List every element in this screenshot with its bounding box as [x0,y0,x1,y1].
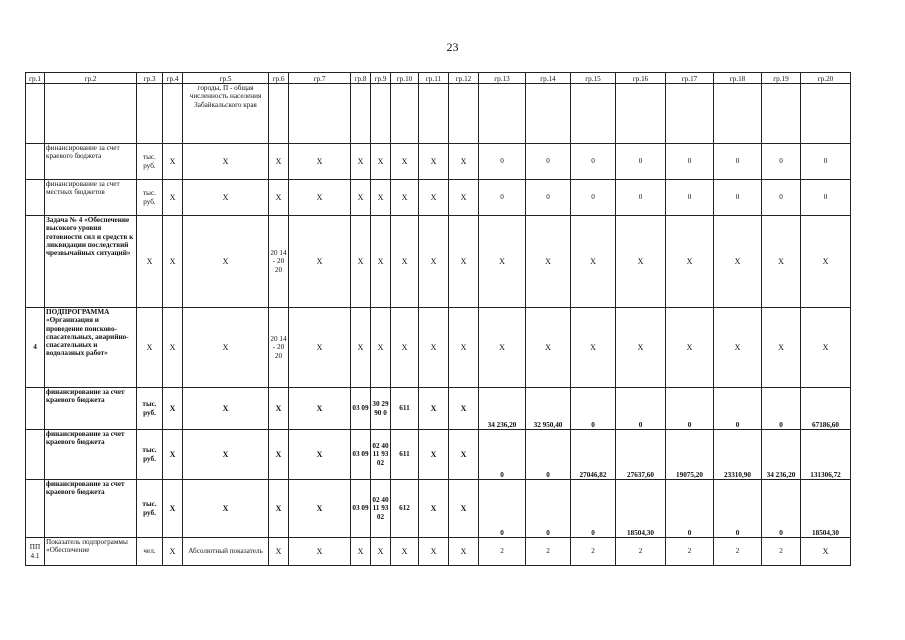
table-cell: 2 [666,538,714,566]
table-cell: X [163,430,183,480]
table-cell: ПП 4.1 [26,538,45,566]
table-cell: X [183,308,269,388]
table-cell: 02 40 11 93 02 [371,480,391,538]
table-cell [762,84,801,144]
table-cell: 611 [391,430,419,480]
table-cell: 18504,30 [801,480,851,538]
table-cell: X [449,308,479,388]
table-cell: X [269,388,289,430]
table-cell [419,84,449,144]
table-cell [371,84,391,144]
table-cell: X [419,144,449,180]
table-cell: 0 [714,480,762,538]
table-cell [801,84,851,144]
table-cell: X [571,216,616,308]
column-header: гр.15 [571,73,616,84]
table-cell: 03 09 [351,480,371,538]
column-header: гр.4 [163,73,183,84]
table-cell: финансирование за счет краевого бюджета [45,430,137,480]
table-cell: X [289,388,351,430]
table-cell [26,480,45,538]
table-cell: X [183,430,269,480]
table-row [26,430,851,480]
table-cell: 2 [571,538,616,566]
table-cell: X [371,216,391,308]
table-cell: X [449,216,479,308]
column-header: гр.13 [479,73,526,84]
table-cell: 2 [762,538,801,566]
table-cell: X [289,216,351,308]
table-cell: тыс. руб. [137,430,163,480]
table-cell: 0 [526,180,571,216]
table-cell: 0 [666,480,714,538]
table-cell: 2 [616,538,666,566]
table-cell: 23310,90 [714,430,762,480]
table-cell: Показатель подпрограммы «Обеспечение [45,538,137,566]
table-cell: 0 [762,480,801,538]
table-cell: 67186,60 [801,388,851,430]
table-row [26,538,851,566]
column-header: гр.18 [714,73,762,84]
table-cell: X [371,144,391,180]
table-cell: X [419,388,449,430]
table-cell: X [371,538,391,566]
table-cell: 20 14 - 20 20 [269,216,289,308]
table-cell: 0 [616,388,666,430]
table-cell: чел. [137,538,163,566]
table-cell: 2 [526,538,571,566]
table-cell: 0 [801,180,851,216]
table-cell: X [419,308,449,388]
table-cell [616,84,666,144]
table-cell: 2 [479,538,526,566]
column-header: гр.2 [45,73,137,84]
data-table [25,72,851,566]
table-cell: 0 [526,144,571,180]
column-header: гр.5 [183,73,269,84]
table-cell [26,430,45,480]
table-cell: 0 [714,180,762,216]
table-cell [479,84,526,144]
table-cell: 0 [616,144,666,180]
column-header: гр.16 [616,73,666,84]
table-cell: тыс. руб. [137,388,163,430]
column-header: гр.10 [391,73,419,84]
table-cell: 131306,72 [801,430,851,480]
table-cell: 0 [571,180,616,216]
table-cell: X [391,180,419,216]
table-cell [449,84,479,144]
column-header: гр.17 [666,73,714,84]
table-cell [26,216,45,308]
table-cell: X [714,308,762,388]
table-cell: X [419,480,449,538]
table-cell: тыс. руб. [137,144,163,180]
table-cell: 0 [526,480,571,538]
table-cell: X [351,216,371,308]
table-cell: X [137,216,163,308]
table-cell: тыс. руб. [137,180,163,216]
table-cell: 0 [714,144,762,180]
column-header: гр.7 [289,73,351,84]
table-cell: 32 950,40 [526,388,571,430]
table-cell: X [163,144,183,180]
table-cell: X [666,216,714,308]
table-cell: финансирование за счет краевого бюджета [45,388,137,430]
table-cell: тыс. руб. [137,480,163,538]
table-cell: ПОДПРОГРАММА «Организация и проведение поисково-спасательных, аварийно-спасательных и водолазных работ» [45,308,137,388]
table-cell: 0 [479,180,526,216]
table-cell [26,84,45,144]
table-cell: 0 [762,144,801,180]
table-cell: X [163,180,183,216]
table-cell: X [449,388,479,430]
table-cell: 0 [762,180,801,216]
table-cell: 4 [26,308,45,388]
table-cell: финансирование за счет краевого бюджета [45,144,137,180]
table-cell: 18504,30 [616,480,666,538]
table-cell: 0 [714,388,762,430]
table-cell: Абсолютный показатель [183,538,269,566]
table-cell: городы, П - общая численность населения Забайкальского края [183,84,269,144]
table-cell: 611 [391,388,419,430]
table-cell: 03 09 [351,430,371,480]
table-row [26,308,851,388]
table-cell [26,180,45,216]
table-row [26,216,851,308]
table-cell: X [163,538,183,566]
table-row [26,480,851,538]
table-cell: X [351,180,371,216]
table-cell: X [163,308,183,388]
table-cell: X [269,180,289,216]
column-header: гр.12 [449,73,479,84]
table-cell: X [571,308,616,388]
column-header: гр.14 [526,73,571,84]
table-cell: X [289,180,351,216]
table-cell: X [183,216,269,308]
table-cell: X [183,388,269,430]
table-cell: 0 [571,480,616,538]
table-cell: 20 14 - 20 20 [269,308,289,388]
table-cell: 27637,60 [616,430,666,480]
table-cell [391,84,419,144]
table-cell: 2 [714,538,762,566]
page-number: 23 [446,40,459,54]
table-cell: X [391,216,419,308]
table-cell: 0 [666,144,714,180]
table-cell: X [762,216,801,308]
table-cell: 27046,82 [571,430,616,480]
table-cell: X [762,308,801,388]
table-cell: X [419,538,449,566]
table-cell: X [163,216,183,308]
table-row [26,388,851,430]
table-cell [163,84,183,144]
column-header: гр.20 [801,73,851,84]
table-cell: X [526,216,571,308]
table-row [26,84,851,144]
table-cell: X [289,144,351,180]
table-cell: X [391,144,419,180]
table-cell [289,84,351,144]
table-cell: X [289,308,351,388]
table-cell: финансирование за счет местных бюджетов [45,180,137,216]
column-header: гр.8 [351,73,371,84]
table-cell [26,388,45,430]
table-cell: 0 [666,388,714,430]
table-cell: финансирование за счет краевого бюджета [45,480,137,538]
table-cell: X [801,216,851,308]
table-cell: X [137,308,163,388]
table-cell [714,84,762,144]
table-cell: 30 29 90 0 [371,388,391,430]
table-cell: X [351,144,371,180]
table-cell: X [449,180,479,216]
table-row [26,180,851,216]
table-cell: X [163,388,183,430]
table-cell: 19075,20 [666,430,714,480]
table-cell: X [371,308,391,388]
column-header: гр.3 [137,73,163,84]
table-cell: 0 [762,388,801,430]
table-cell: X [289,430,351,480]
table-cell [45,84,137,144]
table-cell: X [419,430,449,480]
table-cell: 0 [479,480,526,538]
table-cell: 0 [479,430,526,480]
header-row [26,73,851,84]
table-cell [526,84,571,144]
table-cell: 02 40 11 93 02 [371,430,391,480]
table-cell: X [289,480,351,538]
table-cell: X [526,308,571,388]
table-cell: X [479,216,526,308]
table-cell: X [616,308,666,388]
table-row [26,144,851,180]
table-cell: X [449,430,479,480]
table-cell [571,84,616,144]
table-cell: X [449,144,479,180]
table-cell: X [801,538,851,566]
table-cell: 0 [571,144,616,180]
table-cell: X [449,538,479,566]
table-cell: X [371,180,391,216]
table-cell [269,84,289,144]
table-cell: X [269,144,289,180]
table-cell: 0 [801,144,851,180]
column-header: гр.6 [269,73,289,84]
table-cell: 34 236,20 [762,430,801,480]
column-header: гр.11 [419,73,449,84]
table-cell: X [714,216,762,308]
table-cell: X [801,308,851,388]
table-cell: X [269,430,289,480]
table-cell [351,84,371,144]
table-cell: X [183,180,269,216]
table-cell: 612 [391,480,419,538]
table-cell: 34 236,20 [479,388,526,430]
table-cell: X [479,308,526,388]
table-cell: 0 [571,388,616,430]
column-header: гр.1 [26,73,45,84]
table-cell [26,144,45,180]
table-cell: 0 [526,430,571,480]
table-cell: X [183,480,269,538]
table-cell: X [616,216,666,308]
column-header: гр.9 [371,73,391,84]
table-cell: X [163,480,183,538]
table-cell: X [391,538,419,566]
table-cell: X [391,308,419,388]
table-cell: X [183,144,269,180]
table-cell: Задача № 4 «Обеспечение высокого уровня готовности сил и средств к ликвидации последствий чрезвычайных ситуаций» [45,216,137,308]
table-cell: X [289,538,351,566]
table-cell: X [419,216,449,308]
table-cell: X [449,480,479,538]
table-cell: X [351,308,371,388]
table-cell [137,84,163,144]
table-cell: X [269,480,289,538]
table-cell: 03 09 [351,388,371,430]
table-cell: X [666,308,714,388]
table-cell: 0 [479,144,526,180]
table-cell: 0 [666,180,714,216]
table-cell: X [269,538,289,566]
table-cell: 0 [616,180,666,216]
table-cell [666,84,714,144]
table-cell: X [419,180,449,216]
column-header: гр.19 [762,73,801,84]
table-cell: X [351,538,371,566]
